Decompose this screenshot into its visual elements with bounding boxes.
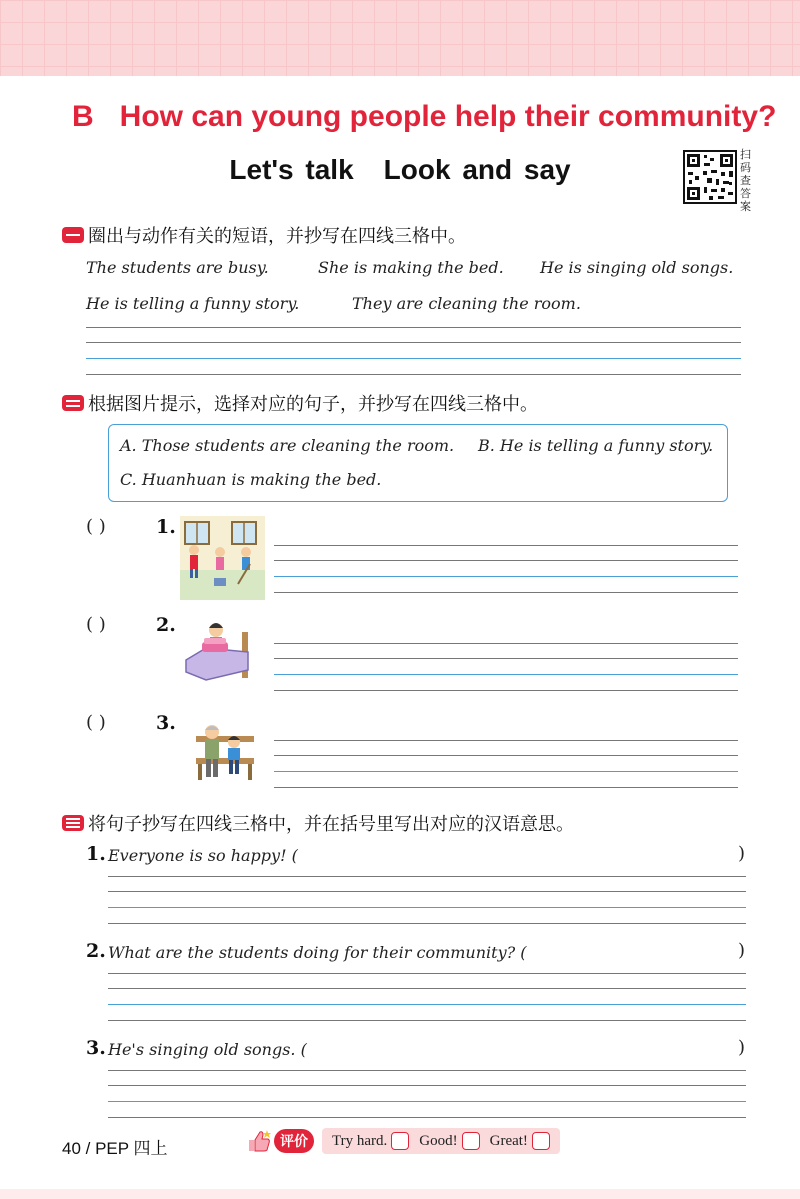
try-hard-label: Try hard.	[332, 1132, 388, 1149]
s3-paren-close-1[interactable]: )	[738, 843, 746, 864]
answer-paren-3[interactable]: ( )	[86, 712, 106, 733]
qr-code[interactable]	[683, 150, 737, 204]
bottom-decorative-band	[0, 1189, 800, 1199]
s3-sentence-1: Everyone is so happy! (	[108, 846, 298, 865]
page-number: 40 / PEP 四上	[62, 1139, 168, 1158]
great-label: Great!	[489, 1132, 528, 1149]
s3-sentence-3: He's singing old songs. (	[108, 1040, 307, 1059]
cleaning-room-picture	[180, 516, 265, 600]
telling-story-picture	[192, 722, 258, 782]
item-number-1: 1.	[156, 516, 176, 538]
section1-heading	[62, 222, 466, 248]
qr-caption: 扫码查答案	[740, 148, 751, 213]
evaluation-badge	[246, 1128, 314, 1154]
writing-lines-item2[interactable]	[274, 643, 738, 691]
section3-title: 将句子抄写在四线三格中，并在括号里写出对应的汉语意思。	[88, 814, 574, 835]
evaluation-label: 评价	[274, 1129, 314, 1153]
s3-number-1: 1.	[86, 843, 106, 865]
try-hard-checkbox[interactable]	[391, 1132, 409, 1150]
lesson-title	[0, 154, 800, 186]
s3-sentence-2: What are the students doing for their community? (	[108, 943, 527, 962]
section2-title: 根据图片提示，选择对应的句子，并抄写在四线三格中。	[88, 394, 538, 415]
writing-lines-s3-1[interactable]	[108, 876, 746, 924]
evaluation-options	[322, 1128, 560, 1154]
s3-paren-close-2[interactable]: )	[738, 940, 746, 961]
writing-lines-s3-2[interactable]	[108, 973, 746, 1021]
s3-paren-close-3[interactable]: )	[738, 1037, 746, 1058]
writing-lines-section1[interactable]	[86, 327, 741, 375]
option-c: C. Huanhuan is making the bed.	[120, 470, 382, 489]
section3-heading	[62, 810, 574, 836]
phrase-4[interactable]: He is telling a funny story.	[86, 294, 300, 313]
phrase-2[interactable]: She is making the bed.	[318, 258, 504, 277]
answer-paren-1[interactable]: ( )	[86, 516, 106, 537]
unit-letter: B	[72, 100, 94, 133]
phrase-3[interactable]: He is singing old songs.	[540, 258, 734, 277]
writing-lines-item1[interactable]	[274, 545, 738, 593]
answer-paren-2[interactable]: ( )	[86, 614, 106, 635]
option-a: A. Those students are cleaning the room.	[120, 436, 455, 455]
section1-title: 圈出与动作有关的短语，并抄写在四线三格中。	[88, 226, 466, 247]
good-label: Good!	[419, 1132, 458, 1149]
great-checkbox[interactable]	[532, 1132, 550, 1150]
writing-lines-s3-3[interactable]	[108, 1070, 746, 1118]
unit-title	[72, 100, 776, 134]
writing-lines-item3[interactable]	[274, 740, 738, 788]
lesson-part-look: Look and say	[383, 154, 571, 185]
s3-number-2: 2.	[86, 940, 106, 962]
lesson-part-talk: Let's talk	[229, 154, 354, 185]
section-one-icon	[62, 227, 84, 243]
section2-heading	[62, 390, 538, 416]
evaluation-bar	[246, 1126, 560, 1156]
phrase-5[interactable]: They are cleaning the room.	[352, 294, 581, 313]
making-bed-picture	[182, 618, 264, 686]
qr-code-icon	[685, 152, 735, 202]
section-two-icon	[62, 395, 84, 411]
section-three-icon	[62, 815, 84, 831]
unit-question: How can young people help their community?	[119, 100, 777, 133]
option-b: B. He is telling a funny story.	[478, 436, 714, 455]
item-number-3: 3.	[156, 712, 176, 734]
item-number-2: 2.	[156, 614, 176, 636]
thumbs-up-icon	[246, 1129, 272, 1153]
phrase-1[interactable]: The students are busy.	[86, 258, 269, 277]
top-decorative-band	[0, 0, 800, 76]
good-checkbox[interactable]	[462, 1132, 480, 1150]
s3-number-3: 3.	[86, 1037, 106, 1059]
